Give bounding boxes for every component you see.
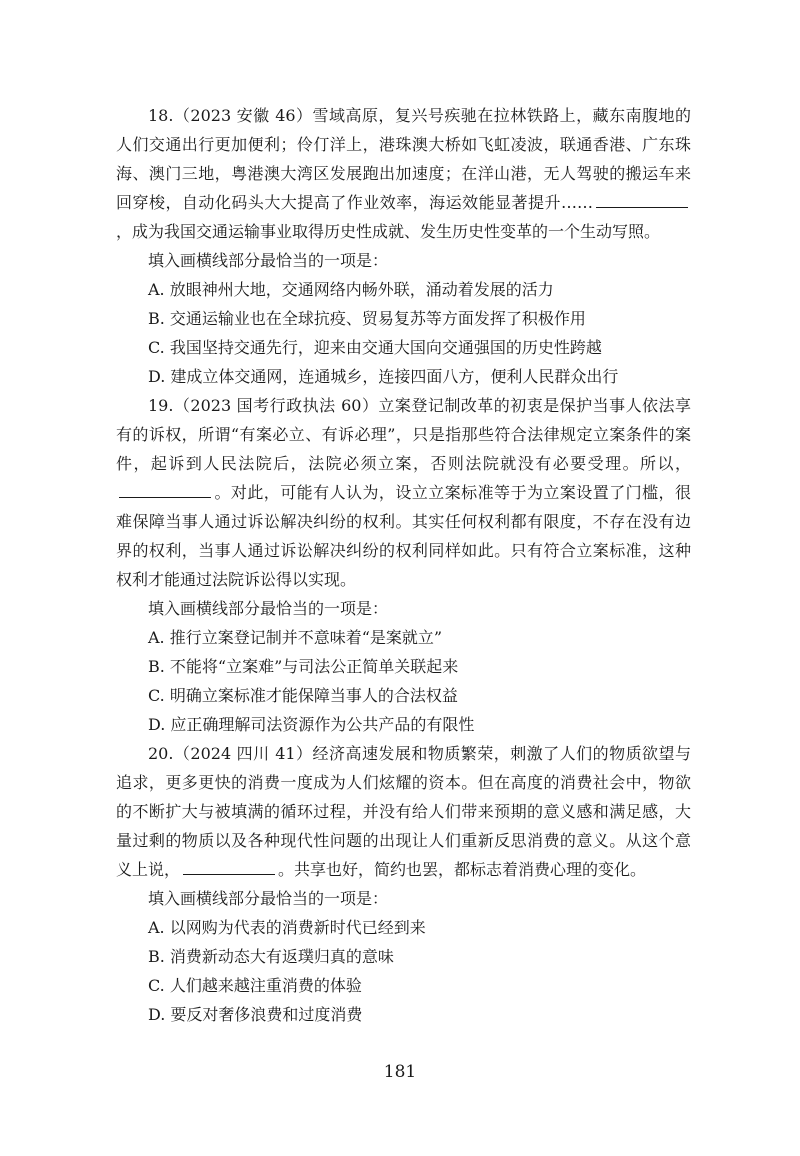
question-prompt: 填入画横线部分最恰当的一项是： [148,251,389,270]
answer-blank [596,193,688,208]
option-c: C. 明确立案标准才能保障当事人的合法权益 [148,686,458,705]
option-b: B. 消费新动态大有返璞归真的意味 [148,947,394,966]
answer-blank [183,860,275,875]
stem-text-before: 20.（2024 四川 41）经济高速发展和物质繁荣，刺激了人们的物质欲望与追求，更多更快的消费一度成为人们炫耀的资本。但在高度的消费社会中，物欲的不断扩大与被填满的循环过程，并没有给人们带来预期的意义感和满足感，大量过剩的物质以及各种现代性问题的出现让人们重新反思消费的意义。从这个意义上说， [116,744,691,879]
question-19 [116,391,691,739]
answer-blank [119,483,211,498]
question-18 [116,101,691,391]
option-a: A. 放眼神州大地，交通网络内畅外联，涌动着发展的活力 [148,280,554,299]
option-c: C. 人们越来越注重消费的体验 [148,976,362,995]
question-20 [116,739,691,1029]
option-b: B. 交通运输业也在全球抗疫、贸易复苏等方面发挥了积极作用 [148,309,586,328]
page-number: 181 [383,1062,417,1082]
option-d: D. 要反对奢侈浪费和过度消费 [148,1005,363,1024]
option-c: C. 我国坚持交通先行，迎来由交通大国向交通强国的历史性跨越 [148,338,602,357]
stem-text-after: 。共享也好，简约也罢，都标志着消费心理的变化。 [278,860,647,879]
page-content [116,101,691,1029]
question-stem [116,101,691,246]
option-d: D. 应正确理解司法资源作为公共产品的有限性 [148,715,475,734]
option-b: B. 不能将“立案难”与司法公正简单关联起来 [148,657,459,676]
question-stem [116,739,691,884]
option-d: D. 建成立体交通网，连通城乡，连接四面八方，便利人民群众出行 [148,367,619,386]
question-prompt: 填入画横线部分最恰当的一项是： [148,599,389,618]
stem-text-before: 19.（2023 国考行政执法 60）立案登记制改革的初衷是保护当事人依法享有的诉权，所谓“有案必立、有诉必理”，只是指那些符合法律规定立案条件的案件，起诉到人民法院后，法院必须立案，否则法院就没有必要受理。所以， [116,396,691,473]
question-prompt: 填入画横线部分最恰当的一项是： [148,889,389,908]
stem-text-after: ，成为我国交通运输事业取得历史性成就、发生历史性变革的一个生动写照。 [116,222,661,241]
stem-text-before: 18.（2023 安徽 46）雪域高原，复兴号疾驰在拉林铁路上，藏东南腹地的人们交通出行更加便利；伶仃洋上，港珠澳大桥如飞虹凌波，联通香港、广东珠海、澳门三地，粤港澳大湾区发展跑出加速度；在洋山港，无人驾驶的搬运车来回穿梭，自动化码头大大提高了作业效率，海运效能显著提升…… [116,106,691,212]
option-a: A. 以网购为代表的消费新时代已经到来 [148,918,426,937]
option-a: A. 推行立案登记制并不意味着“是案就立” [148,628,443,647]
question-stem [116,391,691,594]
stem-text-after: 。对此，可能有人认为，设立立案标准等于为立案设置了门槛，很难保障当事人通过诉讼解决纠纷的权利。其实任何权利都有限度，不存在没有边界的权利，当事人通过诉讼解决纠纷的权利同样如此。只有符合立案标准，这种权利才能通过法院诉讼得以实现。 [116,483,691,589]
